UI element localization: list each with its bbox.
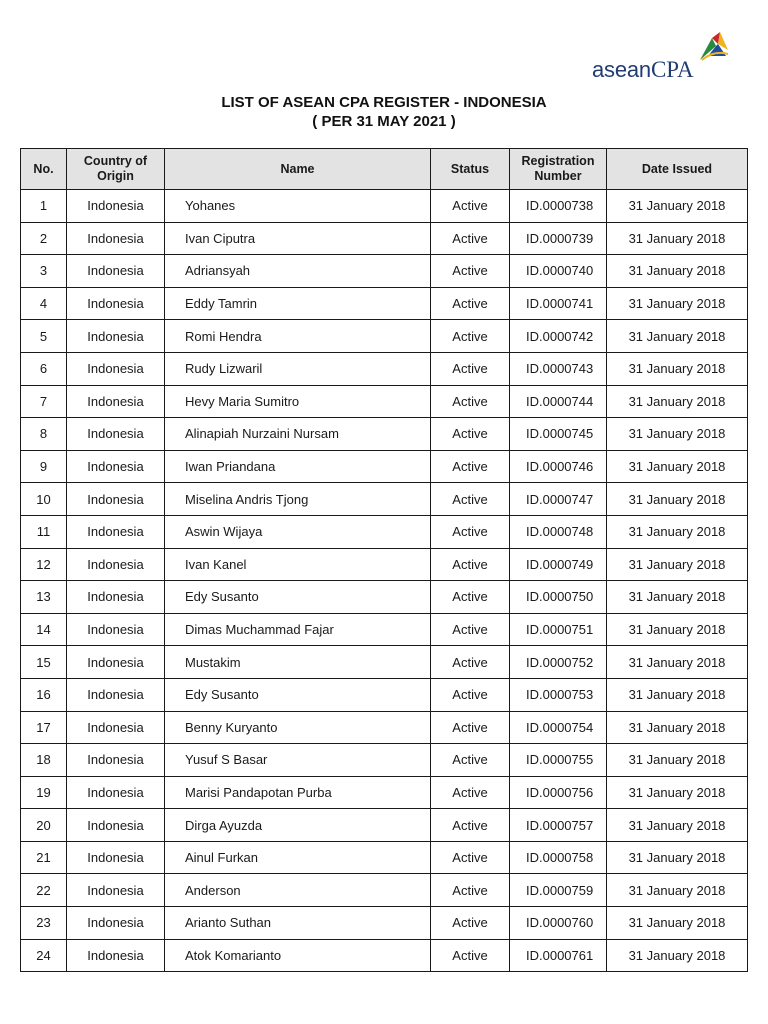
table-row [21, 809, 748, 842]
cell-no: 22 [21, 874, 67, 907]
cell-date-issued: 31 January 2018 [607, 418, 748, 451]
cell-status: Active [431, 222, 510, 255]
cell-date-issued: 31 January 2018 [607, 874, 748, 907]
cell-country: Indonesia [67, 320, 165, 353]
table-row [21, 287, 748, 320]
cell-no: 24 [21, 939, 67, 972]
cell-status: Active [431, 646, 510, 679]
cell-name: Alinapiah Nurzaini Nursam [165, 418, 431, 451]
cell-status: Active [431, 809, 510, 842]
column-header-registration: Registration Number [510, 149, 607, 190]
cell-registration-number: ID.0000746 [510, 450, 607, 483]
cell-country: Indonesia [67, 483, 165, 516]
cell-no: 7 [21, 385, 67, 418]
cell-status: Active [431, 255, 510, 288]
logo-wordmark: aseanCPA [592, 57, 694, 82]
cell-date-issued: 31 January 2018 [607, 352, 748, 385]
cell-date-issued: 31 January 2018 [607, 678, 748, 711]
cell-name: Romi Hendra [165, 320, 431, 353]
cell-no: 5 [21, 320, 67, 353]
cell-registration-number: ID.0000740 [510, 255, 607, 288]
cell-country: Indonesia [67, 450, 165, 483]
cell-no: 13 [21, 581, 67, 614]
cell-registration-number: ID.0000742 [510, 320, 607, 353]
table-row [21, 418, 748, 451]
table-row [21, 841, 748, 874]
cell-date-issued: 31 January 2018 [607, 222, 748, 255]
table-row [21, 515, 748, 548]
cell-registration-number: ID.0000757 [510, 809, 607, 842]
cell-country: Indonesia [67, 874, 165, 907]
cell-date-issued: 31 January 2018 [607, 744, 748, 777]
cell-name: Yohanes [165, 190, 431, 223]
cell-name: Adriansyah [165, 255, 431, 288]
table-row [21, 776, 748, 809]
table-row [21, 450, 748, 483]
cell-name: Hevy Maria Sumitro [165, 385, 431, 418]
cell-date-issued: 31 January 2018 [607, 320, 748, 353]
cell-no: 18 [21, 744, 67, 777]
cell-registration-number: ID.0000755 [510, 744, 607, 777]
cell-date-issued: 31 January 2018 [607, 711, 748, 744]
table-row [21, 581, 748, 614]
table-row [21, 320, 748, 353]
cell-status: Active [431, 515, 510, 548]
cell-country: Indonesia [67, 515, 165, 548]
cell-registration-number: ID.0000749 [510, 548, 607, 581]
cell-registration-number: ID.0000739 [510, 222, 607, 255]
cell-registration-number: ID.0000753 [510, 678, 607, 711]
cell-name: Anderson [165, 874, 431, 907]
cell-registration-number: ID.0000756 [510, 776, 607, 809]
column-header-no: No. [21, 149, 67, 190]
cell-no: 17 [21, 711, 67, 744]
column-header-date: Date Issued [607, 149, 748, 190]
cell-country: Indonesia [67, 711, 165, 744]
logo-emblem-icon [698, 30, 730, 62]
cell-registration-number: ID.0000752 [510, 646, 607, 679]
cell-name: Edy Susanto [165, 581, 431, 614]
cell-country: Indonesia [67, 613, 165, 646]
cell-registration-number: ID.0000754 [510, 711, 607, 744]
cell-name: Marisi Pandapotan Purba [165, 776, 431, 809]
table-row [21, 548, 748, 581]
cell-date-issued: 31 January 2018 [607, 809, 748, 842]
column-header-country: Country of Origin [67, 149, 165, 190]
cell-no: 3 [21, 255, 67, 288]
cell-date-issued: 31 January 2018 [607, 190, 748, 223]
cell-registration-number: ID.0000759 [510, 874, 607, 907]
cell-country: Indonesia [67, 646, 165, 679]
document-title: LIST OF ASEAN CPA REGISTER - INDONESIA [221, 94, 547, 111]
table-row [21, 939, 748, 972]
cell-country: Indonesia [67, 841, 165, 874]
cell-status: Active [431, 678, 510, 711]
cell-status: Active [431, 744, 510, 777]
cell-registration-number: ID.0000747 [510, 483, 607, 516]
cell-country: Indonesia [67, 190, 165, 223]
cell-no: 9 [21, 450, 67, 483]
cell-no: 20 [21, 809, 67, 842]
cell-status: Active [431, 776, 510, 809]
cell-status: Active [431, 711, 510, 744]
cell-date-issued: 31 January 2018 [607, 483, 748, 516]
table-row [21, 678, 748, 711]
cell-name: Dimas Muchammad Fajar [165, 613, 431, 646]
cell-registration-number: ID.0000745 [510, 418, 607, 451]
table-row [21, 483, 748, 516]
cell-name: Mustakim [165, 646, 431, 679]
table-body [21, 190, 748, 972]
column-header-name: Name [165, 149, 431, 190]
cell-date-issued: 31 January 2018 [607, 548, 748, 581]
cell-status: Active [431, 418, 510, 451]
cell-country: Indonesia [67, 939, 165, 972]
cell-country: Indonesia [67, 548, 165, 581]
cell-country: Indonesia [67, 907, 165, 940]
cell-no: 1 [21, 190, 67, 223]
cell-country: Indonesia [67, 678, 165, 711]
document-subtitle: ( PER 31 MAY 2021 ) [312, 113, 456, 130]
cell-name: Eddy Tamrin [165, 287, 431, 320]
table-row [21, 711, 748, 744]
cell-date-issued: 31 January 2018 [607, 255, 748, 288]
cell-no: 23 [21, 907, 67, 940]
cell-status: Active [431, 190, 510, 223]
table-header-row [21, 149, 748, 190]
cell-no: 12 [21, 548, 67, 581]
cell-no: 6 [21, 352, 67, 385]
table-row [21, 385, 748, 418]
cell-registration-number: ID.0000748 [510, 515, 607, 548]
cell-name: Edy Susanto [165, 678, 431, 711]
cell-date-issued: 31 January 2018 [607, 287, 748, 320]
cell-status: Active [431, 352, 510, 385]
register-table [20, 148, 748, 972]
cell-registration-number: ID.0000738 [510, 190, 607, 223]
cell-no: 16 [21, 678, 67, 711]
cell-status: Active [431, 613, 510, 646]
cell-date-issued: 31 January 2018 [607, 907, 748, 940]
cell-name: Miselina Andris Tjong [165, 483, 431, 516]
cell-name: Ivan Kanel [165, 548, 431, 581]
table-row [21, 874, 748, 907]
table-row [21, 744, 748, 777]
cell-name: Aswin Wijaya [165, 515, 431, 548]
cell-date-issued: 31 January 2018 [607, 841, 748, 874]
cell-country: Indonesia [67, 287, 165, 320]
cell-date-issued: 31 January 2018 [607, 776, 748, 809]
cell-name: Benny Kuryanto [165, 711, 431, 744]
cell-registration-number: ID.0000758 [510, 841, 607, 874]
table-row [21, 190, 748, 223]
cell-status: Active [431, 385, 510, 418]
cell-name: Yusuf S Basar [165, 744, 431, 777]
cell-no: 4 [21, 287, 67, 320]
cell-no: 10 [21, 483, 67, 516]
cell-name: Rudy Lizwaril [165, 352, 431, 385]
asean-cpa-logo [592, 30, 738, 82]
table-row [21, 907, 748, 940]
cell-registration-number: ID.0000750 [510, 581, 607, 614]
cell-registration-number: ID.0000744 [510, 385, 607, 418]
cell-name: Arianto Suthan [165, 907, 431, 940]
cell-country: Indonesia [67, 385, 165, 418]
cell-no: 14 [21, 613, 67, 646]
cell-country: Indonesia [67, 255, 165, 288]
cell-country: Indonesia [67, 581, 165, 614]
table-row [21, 255, 748, 288]
cell-registration-number: ID.0000760 [510, 907, 607, 940]
cell-registration-number: ID.0000743 [510, 352, 607, 385]
cell-no: 11 [21, 515, 67, 548]
cell-country: Indonesia [67, 776, 165, 809]
cell-date-issued: 31 January 2018 [607, 939, 748, 972]
cell-no: 19 [21, 776, 67, 809]
cell-name: Ainul Furkan [165, 841, 431, 874]
cell-no: 15 [21, 646, 67, 679]
cell-status: Active [431, 548, 510, 581]
cell-date-issued: 31 January 2018 [607, 515, 748, 548]
cell-no: 21 [21, 841, 67, 874]
cell-country: Indonesia [67, 352, 165, 385]
cell-status: Active [431, 287, 510, 320]
table-row [21, 352, 748, 385]
cell-registration-number: ID.0000741 [510, 287, 607, 320]
cell-status: Active [431, 450, 510, 483]
cell-date-issued: 31 January 2018 [607, 450, 748, 483]
cell-date-issued: 31 January 2018 [607, 385, 748, 418]
cell-date-issued: 31 January 2018 [607, 646, 748, 679]
cell-no: 2 [21, 222, 67, 255]
cell-status: Active [431, 483, 510, 516]
cell-country: Indonesia [67, 809, 165, 842]
cell-date-issued: 31 January 2018 [607, 581, 748, 614]
cell-name: Dirga Ayuzda [165, 809, 431, 842]
cell-date-issued: 31 January 2018 [607, 613, 748, 646]
cell-status: Active [431, 841, 510, 874]
cell-country: Indonesia [67, 222, 165, 255]
cell-name: Ivan Ciputra [165, 222, 431, 255]
cell-name: Atok Komarianto [165, 939, 431, 972]
cell-country: Indonesia [67, 418, 165, 451]
cell-registration-number: ID.0000761 [510, 939, 607, 972]
cell-no: 8 [21, 418, 67, 451]
cell-status: Active [431, 907, 510, 940]
table-row [21, 613, 748, 646]
cell-status: Active [431, 939, 510, 972]
table-row [21, 646, 748, 679]
column-header-status: Status [431, 149, 510, 190]
table-row [21, 222, 748, 255]
cell-status: Active [431, 874, 510, 907]
cell-name: Iwan Priandana [165, 450, 431, 483]
cell-status: Active [431, 581, 510, 614]
cell-registration-number: ID.0000751 [510, 613, 607, 646]
cell-country: Indonesia [67, 744, 165, 777]
cell-status: Active [431, 320, 510, 353]
